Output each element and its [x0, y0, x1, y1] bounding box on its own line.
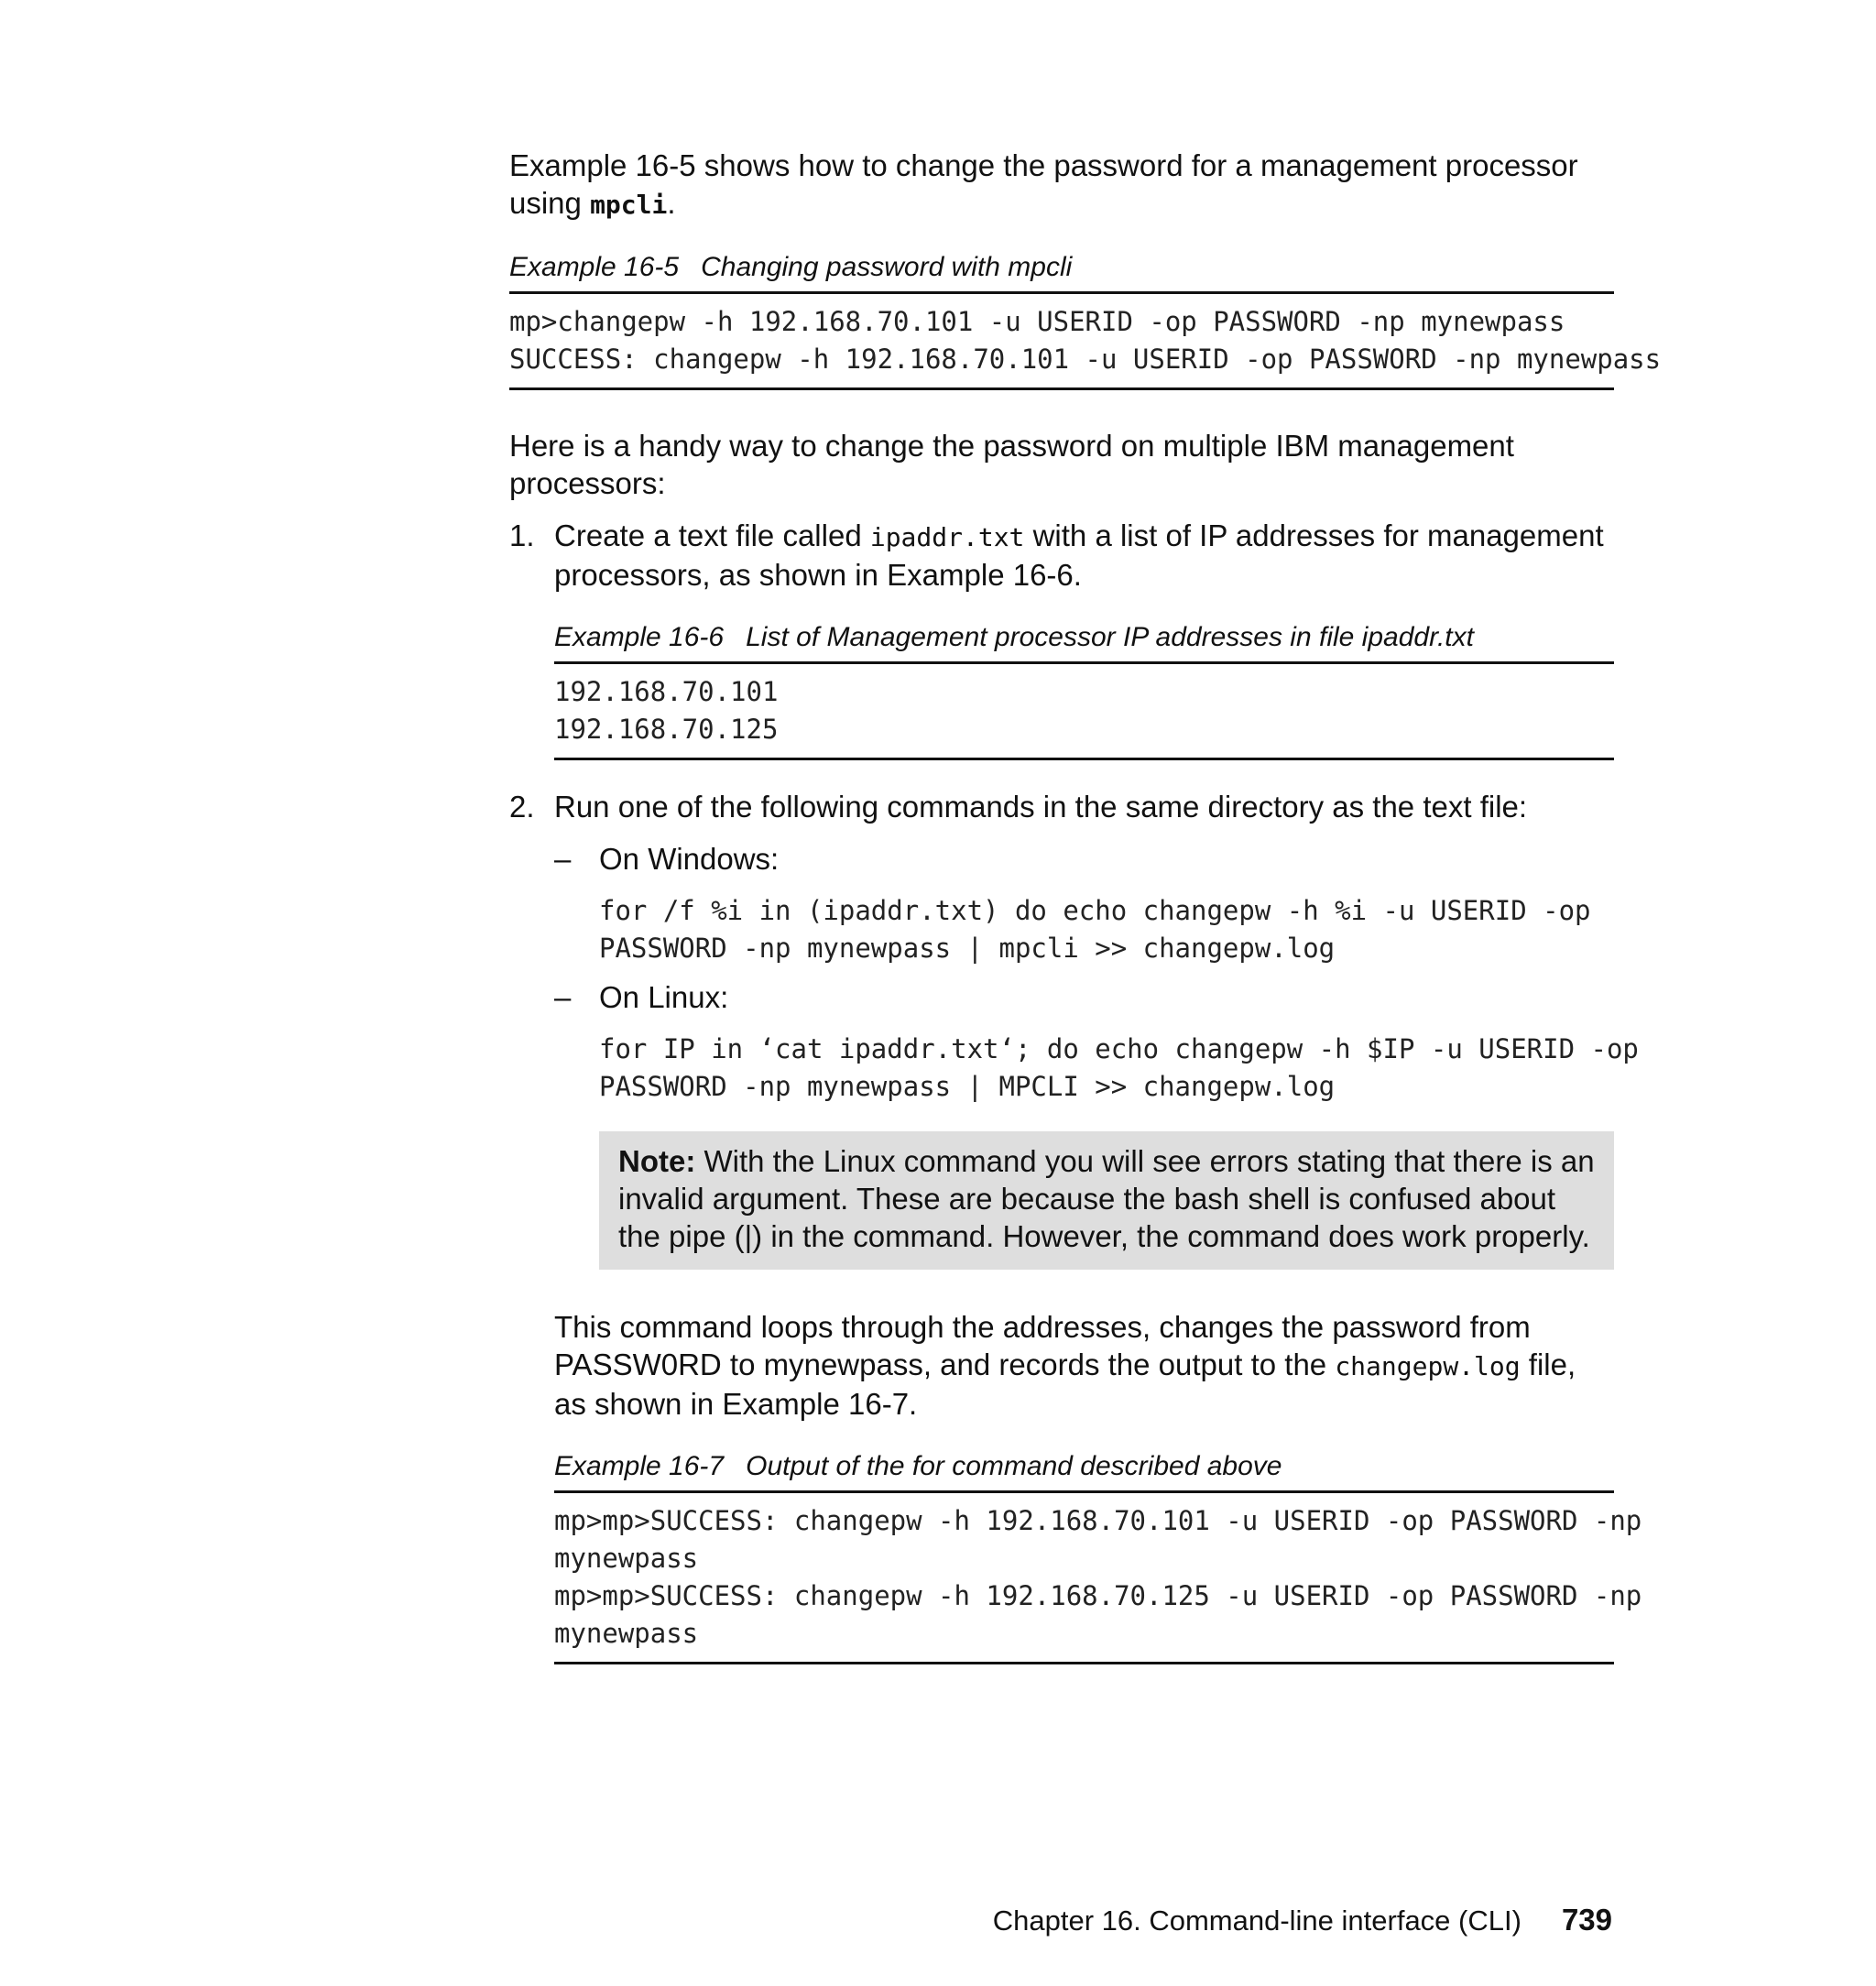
page-footer [993, 1902, 1612, 1939]
step-text: Run one of the following commands in the same directory as the text file: [554, 790, 1528, 824]
note-box [599, 1131, 1614, 1270]
intro-text-end: . [667, 186, 676, 220]
caption-number: Example 16-7 [554, 1451, 725, 1481]
intro-code: mpcli [590, 190, 668, 220]
page-content [509, 147, 1662, 1664]
footer-chapter: Chapter 16. Command-line interface (CLI) [992, 1904, 1522, 1937]
step-number: 2. [509, 790, 535, 824]
dash-mark: – [554, 842, 572, 876]
step-number: 1. [509, 518, 535, 552]
code-line: mp>mp>SUCCESS: changepw -h 192.168.70.101 -u USERID -op PASSWORD -np [554, 1505, 1642, 1536]
example-16-7-caption [554, 1450, 1614, 1483]
example-16-7-code [554, 1490, 1642, 1664]
windows-command [599, 892, 1614, 967]
code-line: mynewpass [554, 1618, 699, 1649]
code-line: mp>mp>SUCCESS: changepw -h 192.168.70.125 -u USERID -op PASSWORD -np [554, 1580, 1642, 1611]
example-16-5-code [509, 291, 1662, 390]
example-16-5-caption [509, 251, 1614, 284]
intro-text: Example 16-5 shows how to change the password for a management processor using [509, 148, 1578, 220]
code-line: SUCCESS: changepw -h 192.168.70.101 -u USERID -op PASSWORD -np mynewpass [509, 344, 1662, 375]
loop-text-end: file, as shown in Example 16-7. [554, 1348, 1576, 1421]
windows-label: On Windows: [599, 842, 780, 876]
intro-paragraph [509, 147, 1614, 224]
windows-item [554, 840, 1614, 878]
caption-title: Changing password with mpcli [701, 252, 1073, 282]
linux-label: On Linux: [599, 980, 729, 1014]
handy-way-paragraph: Here is a handy way to change the password on multiple IBM management processors: [509, 429, 1514, 500]
loop-text: This command loops through the addresses, changes the password from PASSW0RD to mynewpass, and records the output to the [554, 1310, 1531, 1381]
code-line: mp>changepw -h 192.168.70.101 -u USERID -op PASSWORD -np mynewpass [509, 306, 1565, 337]
step-2 [509, 788, 1614, 825]
caption-number: Example 16-6 [554, 622, 725, 652]
command-line: for /f %i in (ipaddr.txt) do echo changepw -h %i -u USERID -op [599, 895, 1591, 926]
code-line: 192.168.70.125 [554, 714, 779, 745]
example-16-6-code [554, 661, 1614, 760]
page-number: 739 [1561, 1903, 1612, 1937]
note-text: With the Linux command you will see errors stating that there is an invalid argument. These are because the bash shell is confused about the pipe (|) in the command. However, the command does work properly. [618, 1144, 1595, 1253]
caption-number: Example 16-5 [509, 252, 680, 282]
note-label: Note: [618, 1144, 696, 1178]
code-line: mynewpass [554, 1543, 699, 1574]
example-16-6-caption [554, 621, 1614, 654]
step-1 [509, 517, 1614, 594]
step-text-end: with a list of IP addresses for management processors, as shown in Example 16-6. [554, 518, 1604, 592]
linux-item [554, 978, 1614, 1016]
command-line: PASSWORD -np mynewpass | mpcli >> changepw.log [599, 933, 1336, 964]
command-line: PASSWORD -np mynewpass | MPCLI >> changepw.log [599, 1071, 1336, 1102]
linux-command [599, 1031, 1639, 1106]
dash-mark: – [554, 980, 572, 1014]
loop-code: changepw.log [1335, 1351, 1521, 1381]
caption-title: Output of the for command described above [746, 1451, 1282, 1481]
step-code: ipaddr.txt [869, 522, 1025, 552]
code-line: 192.168.70.101 [554, 676, 779, 707]
step-text: Create a text file called [554, 518, 870, 552]
command-line: for IP in ‘cat ipaddr.txt‘; do echo changepw -h $IP -u USERID -op [599, 1033, 1639, 1064]
caption-title: List of Management processor IP addresses in file ipaddr.txt [746, 622, 1474, 652]
loop-paragraph [554, 1308, 1614, 1423]
